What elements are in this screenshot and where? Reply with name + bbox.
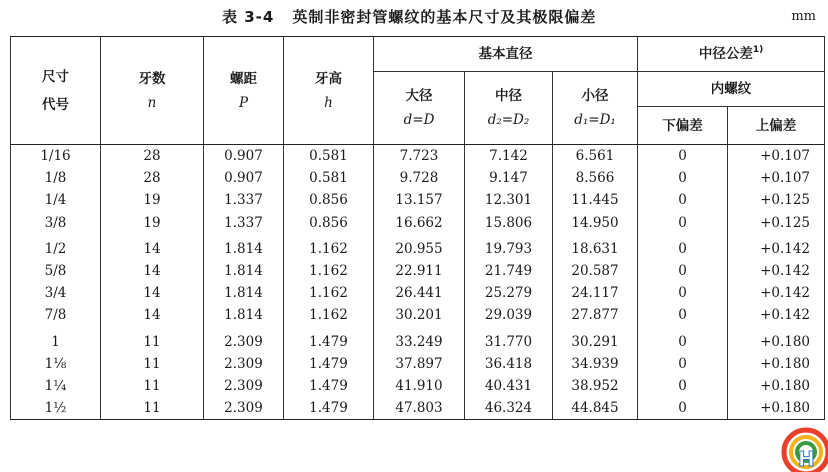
cell-major-diameter: 41.910 bbox=[374, 375, 465, 397]
cell-size-code: 1¼ bbox=[11, 375, 101, 397]
cell-height: 1.479 bbox=[284, 353, 374, 375]
cell-minor-diameter: 38.952 bbox=[553, 375, 638, 397]
cell-minor-diameter: 20.587 bbox=[553, 260, 638, 282]
cell-pitch-diameter: 29.039 bbox=[465, 304, 553, 326]
cell-pitch: 1.814 bbox=[204, 304, 284, 326]
major-symbol: d=D bbox=[403, 112, 435, 128]
col-minor-diameter bbox=[553, 72, 638, 145]
col-major-diameter bbox=[374, 72, 465, 145]
cell-size-code: 1½ bbox=[11, 397, 101, 420]
pitch-diameter-label: 中径 bbox=[495, 88, 522, 104]
cell-size-code: 1/8 bbox=[11, 167, 101, 189]
cell-height: 0.581 bbox=[284, 167, 374, 189]
table-title bbox=[222, 6, 596, 27]
cell-lower-deviation: 0 bbox=[638, 167, 728, 189]
cell-pitch-diameter: 25.279 bbox=[465, 282, 553, 304]
cell-pitch: 0.907 bbox=[204, 167, 284, 189]
table-row bbox=[11, 353, 825, 375]
cell-lower-deviation: 0 bbox=[638, 397, 728, 420]
table-row bbox=[11, 375, 825, 397]
cell-pitch-diameter: 9.147 bbox=[465, 167, 553, 189]
col-pitch bbox=[204, 37, 284, 145]
cell-teeth: 14 bbox=[101, 260, 204, 282]
cell-minor-diameter: 34.939 bbox=[553, 353, 638, 375]
table-row bbox=[11, 327, 825, 353]
cell-height: 0.581 bbox=[284, 145, 374, 168]
pitch-label: 螺距 bbox=[230, 70, 257, 87]
col-height bbox=[284, 37, 374, 145]
cell-major-diameter: 47.803 bbox=[374, 397, 465, 420]
cell-height: 0.856 bbox=[284, 212, 374, 234]
thread-dimensions-table bbox=[10, 36, 825, 420]
height-symbol: h bbox=[324, 94, 333, 111]
cell-lower-deviation: 0 bbox=[638, 304, 728, 326]
cell-minor-diameter: 6.561 bbox=[553, 145, 638, 168]
cell-height: 0.856 bbox=[284, 189, 374, 211]
cell-lower-deviation: 0 bbox=[638, 234, 728, 260]
cell-upper-deviation: +0.180 bbox=[728, 353, 825, 375]
cell-lower-deviation: 0 bbox=[638, 260, 728, 282]
cell-upper-deviation: +0.125 bbox=[728, 189, 825, 211]
cell-minor-diameter: 8.566 bbox=[553, 167, 638, 189]
cell-pitch: 2.309 bbox=[204, 375, 284, 397]
cell-lower-deviation: 0 bbox=[638, 145, 728, 168]
cell-minor-diameter: 44.845 bbox=[553, 397, 638, 420]
cell-size-code: 1⅛ bbox=[11, 353, 101, 375]
cell-size-code: 7/8 bbox=[11, 304, 101, 326]
table-row bbox=[11, 304, 825, 326]
cell-upper-deviation: +0.107 bbox=[728, 145, 825, 168]
cell-pitch: 0.907 bbox=[204, 145, 284, 168]
cell-pitch: 2.309 bbox=[204, 353, 284, 375]
cell-teeth: 11 bbox=[101, 353, 204, 375]
cell-height: 1.479 bbox=[284, 397, 374, 420]
cell-major-diameter: 33.249 bbox=[374, 327, 465, 353]
cell-minor-diameter: 27.877 bbox=[553, 304, 638, 326]
cell-teeth: 14 bbox=[101, 304, 204, 326]
cell-lower-deviation: 0 bbox=[638, 353, 728, 375]
cell-major-diameter: 37.897 bbox=[374, 353, 465, 375]
col-teeth bbox=[101, 37, 204, 145]
cell-minor-diameter: 18.631 bbox=[553, 234, 638, 260]
cell-major-diameter: 9.728 bbox=[374, 167, 465, 189]
cell-pitch: 2.309 bbox=[204, 397, 284, 420]
cell-major-diameter: 22.911 bbox=[374, 260, 465, 282]
teeth-label: 牙数 bbox=[138, 70, 166, 87]
col-upper-deviation: 上偏差 bbox=[728, 107, 825, 145]
cell-pitch: 1.337 bbox=[204, 189, 284, 211]
cell-teeth: 14 bbox=[101, 282, 204, 304]
watermark-letter: H bbox=[798, 447, 815, 471]
pitch-symbol: P bbox=[238, 94, 249, 111]
cell-major-diameter: 16.662 bbox=[374, 212, 465, 234]
cell-pitch-diameter: 7.142 bbox=[465, 145, 553, 168]
cell-size-code: 3/8 bbox=[11, 212, 101, 234]
cell-pitch: 1.337 bbox=[204, 212, 284, 234]
cell-upper-deviation: +0.180 bbox=[728, 375, 825, 397]
cell-major-diameter: 20.955 bbox=[374, 234, 465, 260]
col-lower-deviation: 下偏差 bbox=[638, 107, 728, 145]
col-size-code bbox=[11, 37, 101, 145]
cell-height: 1.479 bbox=[284, 327, 374, 353]
cell-size-code: 3/4 bbox=[11, 282, 101, 304]
teeth-symbol: n bbox=[147, 94, 157, 111]
cell-teeth: 11 bbox=[101, 327, 204, 353]
col-pitch-diameter bbox=[465, 72, 553, 145]
cell-teeth: 28 bbox=[101, 167, 204, 189]
cell-pitch-diameter: 21.749 bbox=[465, 260, 553, 282]
pitch-diameter-symbol: d₂=D₂ bbox=[487, 112, 530, 128]
cell-lower-deviation: 0 bbox=[638, 327, 728, 353]
cell-minor-diameter: 24.117 bbox=[553, 282, 638, 304]
watermark-logo bbox=[742, 408, 828, 472]
cell-teeth: 11 bbox=[101, 397, 204, 420]
cell-pitch: 1.814 bbox=[204, 260, 284, 282]
cell-upper-deviation: +0.125 bbox=[728, 212, 825, 234]
cell-size-code: 1/4 bbox=[11, 189, 101, 211]
cell-pitch-diameter: 36.418 bbox=[465, 353, 553, 375]
table-row bbox=[11, 282, 825, 304]
cell-lower-deviation: 0 bbox=[638, 282, 728, 304]
cell-upper-deviation: +0.142 bbox=[728, 260, 825, 282]
basic-diameter-header: 基本直径 bbox=[374, 37, 638, 72]
cell-pitch: 1.814 bbox=[204, 234, 284, 260]
table-row bbox=[11, 397, 825, 420]
table-row bbox=[11, 234, 825, 260]
cell-teeth: 28 bbox=[101, 145, 204, 168]
height-label: 牙高 bbox=[315, 70, 342, 87]
cell-upper-deviation: +0.180 bbox=[728, 397, 825, 420]
cell-major-diameter: 26.441 bbox=[374, 282, 465, 304]
cell-teeth: 19 bbox=[101, 189, 204, 211]
cell-lower-deviation: 0 bbox=[638, 212, 728, 234]
cell-height: 1.162 bbox=[284, 260, 374, 282]
major-label: 大径 bbox=[405, 88, 433, 104]
cell-pitch-diameter: 19.793 bbox=[465, 234, 553, 260]
cell-size-code: 1/16 bbox=[11, 145, 101, 168]
tolerance-footnote-marker: 1) bbox=[752, 45, 764, 55]
cell-size-code: 1/2 bbox=[11, 234, 101, 260]
cell-height: 1.479 bbox=[284, 375, 374, 397]
cell-major-diameter: 7.723 bbox=[374, 145, 465, 168]
cell-major-diameter: 13.157 bbox=[374, 189, 465, 211]
internal-thread-header: 内螺纹 bbox=[638, 72, 825, 107]
cell-height: 1.162 bbox=[284, 304, 374, 326]
table-title-text: 英制非密封管螺纹的基本尺寸及其极限偏差 bbox=[292, 8, 597, 26]
cell-minor-diameter: 11.445 bbox=[553, 189, 638, 211]
table-row bbox=[11, 189, 825, 211]
cell-upper-deviation: +0.142 bbox=[728, 282, 825, 304]
cell-pitch-diameter: 31.770 bbox=[465, 327, 553, 353]
cell-pitch-diameter: 40.431 bbox=[465, 375, 553, 397]
tolerance-label: 中径公差 bbox=[698, 46, 753, 62]
cell-teeth: 14 bbox=[101, 234, 204, 260]
table-caption bbox=[0, 6, 828, 30]
cell-upper-deviation: +0.107 bbox=[728, 167, 825, 189]
cell-upper-deviation: +0.142 bbox=[728, 234, 825, 260]
minor-symbol: d₁=D₁ bbox=[574, 112, 616, 128]
cell-height: 1.162 bbox=[284, 234, 374, 260]
tolerance-header bbox=[638, 37, 825, 72]
cell-size-code: 5/8 bbox=[11, 260, 101, 282]
cell-teeth: 11 bbox=[101, 375, 204, 397]
cell-lower-deviation: 0 bbox=[638, 189, 728, 211]
size-code-label: 尺寸代号 bbox=[42, 68, 69, 113]
table-number: 表 3-4 bbox=[222, 8, 275, 26]
cell-minor-diameter: 14.950 bbox=[553, 212, 638, 234]
cell-pitch-diameter: 12.301 bbox=[465, 189, 553, 211]
cell-upper-deviation: +0.180 bbox=[728, 327, 825, 353]
unit-label: mm bbox=[791, 9, 816, 24]
cell-lower-deviation: 0 bbox=[638, 375, 728, 397]
minor-label: 小径 bbox=[581, 88, 609, 104]
cell-height: 1.162 bbox=[284, 282, 374, 304]
table-body bbox=[11, 145, 825, 420]
cell-pitch-diameter: 15.806 bbox=[465, 212, 553, 234]
table-row bbox=[11, 167, 825, 189]
table-row bbox=[11, 260, 825, 282]
cell-teeth: 19 bbox=[101, 212, 204, 234]
cell-upper-deviation: +0.142 bbox=[728, 304, 825, 326]
cell-pitch-diameter: 46.324 bbox=[465, 397, 553, 420]
cell-minor-diameter: 30.291 bbox=[553, 327, 638, 353]
table-row bbox=[11, 145, 825, 168]
cell-size-code: 1 bbox=[11, 327, 101, 353]
table-row bbox=[11, 212, 825, 234]
cell-pitch: 1.814 bbox=[204, 282, 284, 304]
cell-pitch: 2.309 bbox=[204, 327, 284, 353]
cell-major-diameter: 30.201 bbox=[374, 304, 465, 326]
